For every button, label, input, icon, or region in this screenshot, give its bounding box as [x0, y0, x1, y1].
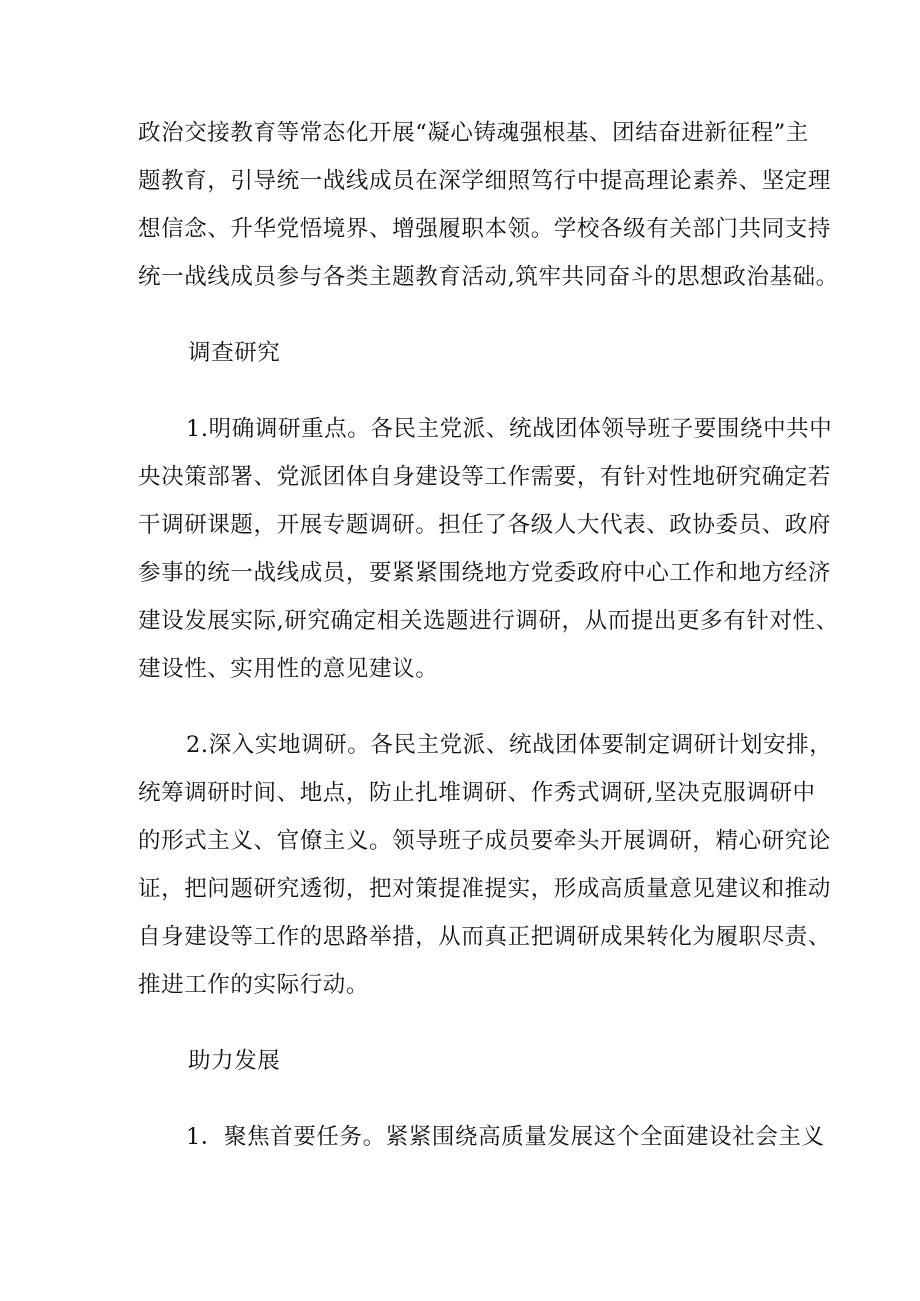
text-line: 央决策部署、党派团体自身建设等工作需要，有针对性地研究确定若: [138, 464, 832, 490]
section-heading-development: 助力发展: [188, 1048, 281, 1074]
text-line: 建设性、实用性的意见建议。: [138, 656, 439, 682]
text-line: 题教育，引导统一战线成员在深学细照笃行中提高理论素养、坚定理: [138, 168, 832, 194]
text-line: 自身建设等工作的思路举措，从而真正把调研成果转化为履职尽责、: [138, 924, 832, 950]
text-line: 统筹调研时间、地点，防止扎堆调研、作秀式调研,坚决克服调研中: [138, 780, 816, 806]
text-line: 统一战线成员参与各类主题教育活动,筑牢共同奋斗的思想政治基础。: [138, 264, 839, 290]
text-line: 1．聚焦首要任务。紧紧围绕高质量发展这个全面建设社会主义: [186, 1124, 825, 1150]
text-line: 推进工作的实际行动。: [138, 972, 370, 998]
text-line: 2.深入实地调研。各民主党派、统战团体要制定调研计划安排，: [186, 732, 833, 758]
text-line: 政治交接教育等常态化开展“凝心铸魂强根基、团结奋进新征程”主: [138, 120, 810, 146]
text-line: 1.明确调研重点。各民主党派、统战团体领导班子要围绕中共中: [186, 416, 833, 442]
section-heading-research: 调查研究: [188, 340, 281, 366]
text-line: 干调研课题，开展专题调研。担任了各级人大代表、政协委员、政府: [138, 512, 832, 538]
text-line: 想信念、升华党悟境界、增强履职本领。学校各级有关部门共同支持: [138, 216, 832, 242]
text-line: 建设发展实际,研究确定相关选题进行调研，从而提出更多有针对性、: [138, 608, 839, 634]
text-line: 的形式主义、官僚主义。领导班子成员要牵头开展调研，精心研究论: [138, 828, 832, 854]
text-line: 参事的统一战线成员，要紧紧围绕地方党委政府中心工作和地方经济: [138, 560, 832, 586]
text-line: 证，把问题研究透彻，把对策提准提实，形成高质量意见建议和推动: [138, 876, 832, 902]
